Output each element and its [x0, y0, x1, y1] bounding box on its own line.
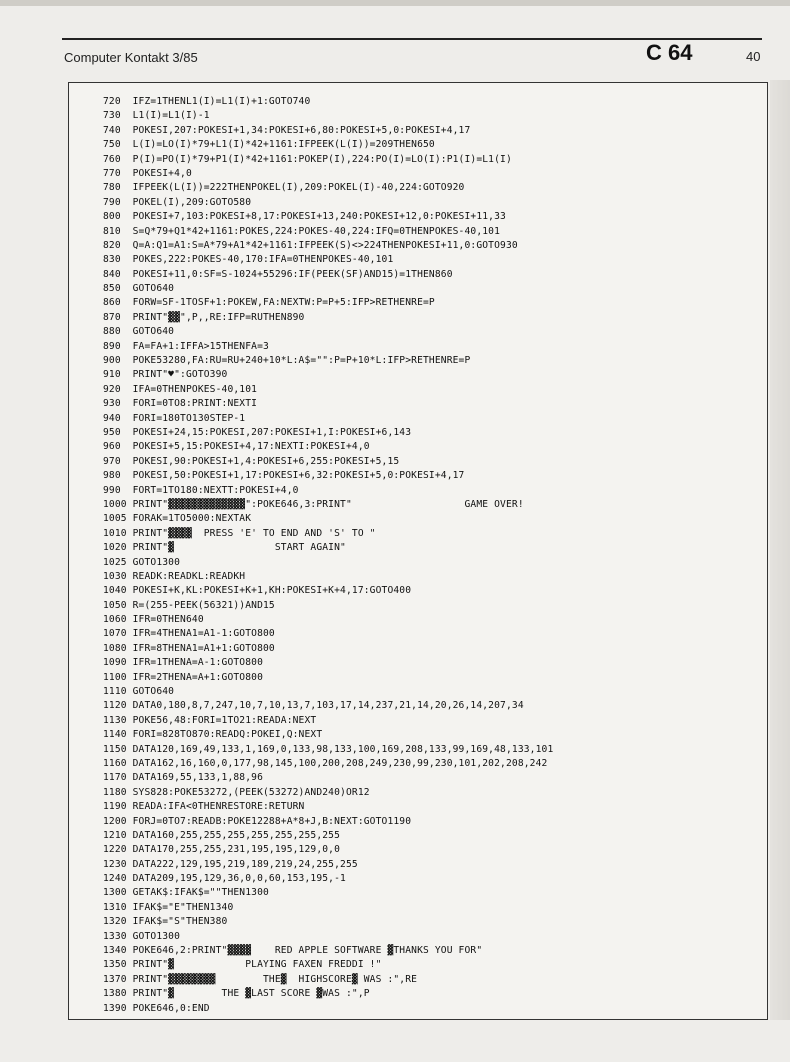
code-line: 830 POKES,222:POKES-40,170:IFA=0THENPOKES-40,101	[103, 254, 394, 266]
code-line: 880 GOTO640	[103, 326, 175, 338]
code-line: 1300 GETAK$:IFAK$=""THEN1300	[103, 887, 269, 899]
code-line: 740 POKESI,207:POKESI+1,34:POKESI+6,80:POKESI+5,0:POKESI+4,17	[103, 124, 471, 136]
code-line: 1130 POKE56,48:FORI=1TO21:READA:NEXT	[103, 714, 317, 726]
code-line: 770 POKESI+4,0	[103, 167, 192, 179]
code-line: 860 FORW=SF-1TOSF+1:POKEW,FA:NEXTW:P=P+5:IFP>RETHENRE=P	[103, 297, 435, 309]
code-line: 780 IFPEEK(L(I))=222THENPOKEL(I),209:POKEL(I)-40,224:GOTO920	[103, 182, 465, 194]
code-line: 960 POKESI+5,15:POKESI+4,17:NEXTI:POKESI+4,0	[103, 441, 370, 453]
code-line: 1110 GOTO640	[103, 686, 175, 698]
code-line: 1320 IFAK$="S"THEN380	[103, 916, 228, 928]
code-line: 1060 IFR=0THEN640	[103, 614, 204, 626]
code-line: 1090 IFR=1THENA=A-1:GOTO800	[103, 657, 263, 669]
code-line: 1240 DATA209,195,129,36,0,0,60,153,195,-1	[103, 873, 346, 885]
code-line: 1380 PRINT"▓ THE ▓LAST SCORE ▓WAS :",P	[103, 988, 370, 1000]
code-line: 1330 GOTO1300	[103, 930, 181, 942]
code-line: 790 POKEL(I),209:GOTO580	[103, 196, 252, 208]
page-number: 40	[746, 49, 761, 64]
code-line: 1230 DATA222,129,195,219,189,219,24,255,255	[103, 858, 358, 870]
code-line: 800 POKESI+7,103:POKESI+8,17:POKESI+13,240:POKESI+12,0:POKESI+11,33	[103, 211, 506, 223]
basic-listing	[103, 95, 763, 1016]
code-line: 1120 DATA0,180,8,7,247,10,7,10,13,7,103,17,14,237,21,14,20,26,14,207,34	[103, 700, 524, 712]
code-line: 980 POKESI,50:POKESI+1,17:POKESI+6,32:POKESI+5,0:POKESI+4,17	[103, 470, 465, 482]
code-line: 1220 DATA170,255,255,231,195,195,129,0,0	[103, 844, 341, 856]
code-line: 930 FORI=0TO8:PRINT:NEXTI	[103, 398, 258, 410]
code-line: 1070 IFR=4THENA1=A1-1:GOTO800	[103, 628, 275, 640]
code-line: 1170 DATA169,55,133,1,88,96	[103, 772, 263, 784]
code-line: 1020 PRINT"▓ START AGAIN"	[103, 542, 346, 554]
code-line: 1025 GOTO1300	[103, 556, 181, 568]
code-line: 1030 READK:READKL:READKH	[103, 570, 246, 582]
code-line: 940 FORI=180TO130STEP-1	[103, 412, 246, 424]
code-line: 870 PRINT"▓▓",P,,RE:IFP=RUTHEN890	[103, 311, 305, 323]
code-line: 1160 DATA162,16,160,0,177,98,145,100,200,208,249,230,99,230,101,202,208,242	[103, 757, 548, 769]
code-line: 750 L(I)=LO(I)*79+L1(I)*42+1161:IFPEEK(L(I))=209THEN650	[103, 139, 435, 151]
code-line: 720 IFZ=1THENL1(I)=L1(I)+1:GOTO740	[103, 96, 311, 107]
code-line: 1370 PRINT"▓▓▓▓▓▓▓▓ THE▓ HIGHSCORE▓ WAS :",RE	[103, 973, 418, 985]
code-line: 950 POKESI+24,15:POKESI,207:POKESI+1,I:POKESI+6,143	[103, 426, 412, 438]
code-line: 1000 PRINT"▓▓▓▓▓▓▓▓▓▓▓▓▓":POKE646,3:PRINT" GAME OVER!	[103, 498, 524, 510]
code-line: 840 POKESI+11,0:SF=S-1024+55296:IF(PEEK(SF)AND15)=1THEN860	[103, 268, 453, 280]
code-line: 1140 FORI=828TO870:READQ:POKEI,Q:NEXT	[103, 729, 323, 741]
magazine-title: Computer Kontakt 3/85	[64, 50, 198, 65]
listing-box	[68, 82, 768, 1020]
code-line: 1080 IFR=8THENA1=A1+1:GOTO800	[103, 642, 275, 654]
code-line: 1190 READA:IFA<0THENRESTORE:RETURN	[103, 801, 305, 813]
code-line: 1210 DATA160,255,255,255,255,255,255,255	[103, 829, 341, 841]
facing-page-edge	[770, 80, 790, 1020]
code-line: 1390 POKE646,0:END	[103, 1002, 210, 1014]
code-line: 1050 R=(255-PEEK(56321))AND15	[103, 599, 275, 611]
code-line: 1150 DATA120,169,49,133,1,169,0,133,98,133,100,169,208,133,99,169,48,133,101	[103, 743, 554, 755]
code-line: 850 GOTO640	[103, 283, 175, 295]
page-top-edge	[0, 0, 790, 6]
section-label: C 64	[646, 40, 693, 65]
code-line: 890 FA=FA+1:IFFA>15THENFA=3	[103, 340, 269, 352]
code-line: 810 S=Q*79+Q1*42+1161:POKES,224:POKES-40,224:IFQ=0THENPOKES-40,101	[103, 225, 501, 237]
code-line: 820 Q=A:Q1=A1:S=A*79+A1*42+1161:IFPEEK(S)<>224THENPOKESI+11,0:GOTO930	[103, 239, 518, 251]
code-line: 970 POKESI,90:POKESI+1,4:POKESI+6,255:POKESI+5,15	[103, 455, 400, 467]
code-line: 920 IFA=0THENPOKES-40,101	[103, 383, 258, 395]
code-line: 910 PRINT"♥":GOTO390	[103, 369, 228, 381]
code-line: 1180 SYS828:POKE53272,(PEEK(53272)AND240)OR12	[103, 786, 370, 798]
code-line: 1100 IFR=2THENA=A+1:GOTO800	[103, 671, 263, 683]
code-line: 1010 PRINT"▓▓▓▓ PRESS 'E' TO END AND 'S' TO "	[103, 527, 376, 539]
code-line: 1200 FORJ=0TO7:READB:POKE12288+A*8+J,B:NEXT:GOTO1190	[103, 815, 412, 827]
code-line: 1340 POKE646,2:PRINT"▓▓▓▓ RED APPLE SOFTWARE ▓THANKS YOU FOR"	[103, 945, 483, 957]
code-line: 990 FORT=1TO180:NEXTT:POKESI+4,0	[103, 484, 299, 496]
code-line: 730 L1(I)=L1(I)-1	[103, 110, 210, 122]
code-line: 1005 FORAK=1TO5000:NEXTAK	[103, 513, 252, 525]
code-line: 900 POKE53280,FA:RU=RU+240+10*L:A$="":P=P+10*L:IFP>RETHENRE=P	[103, 355, 471, 367]
code-line: 1310 IFAK$="E"THEN1340	[103, 901, 234, 913]
code-line: 1350 PRINT"▓ PLAYING FAXEN FREDDI !"	[103, 959, 382, 971]
code-line: 1040 POKESI+K,KL:POKESI+K+1,KH:POKESI+K+4,17:GOTO400	[103, 585, 412, 597]
code-line: 760 P(I)=PO(I)*79+P1(I)*42+1161:POKEP(I),224:PO(I)=LO(I):P1(I)=L1(I)	[103, 153, 512, 165]
